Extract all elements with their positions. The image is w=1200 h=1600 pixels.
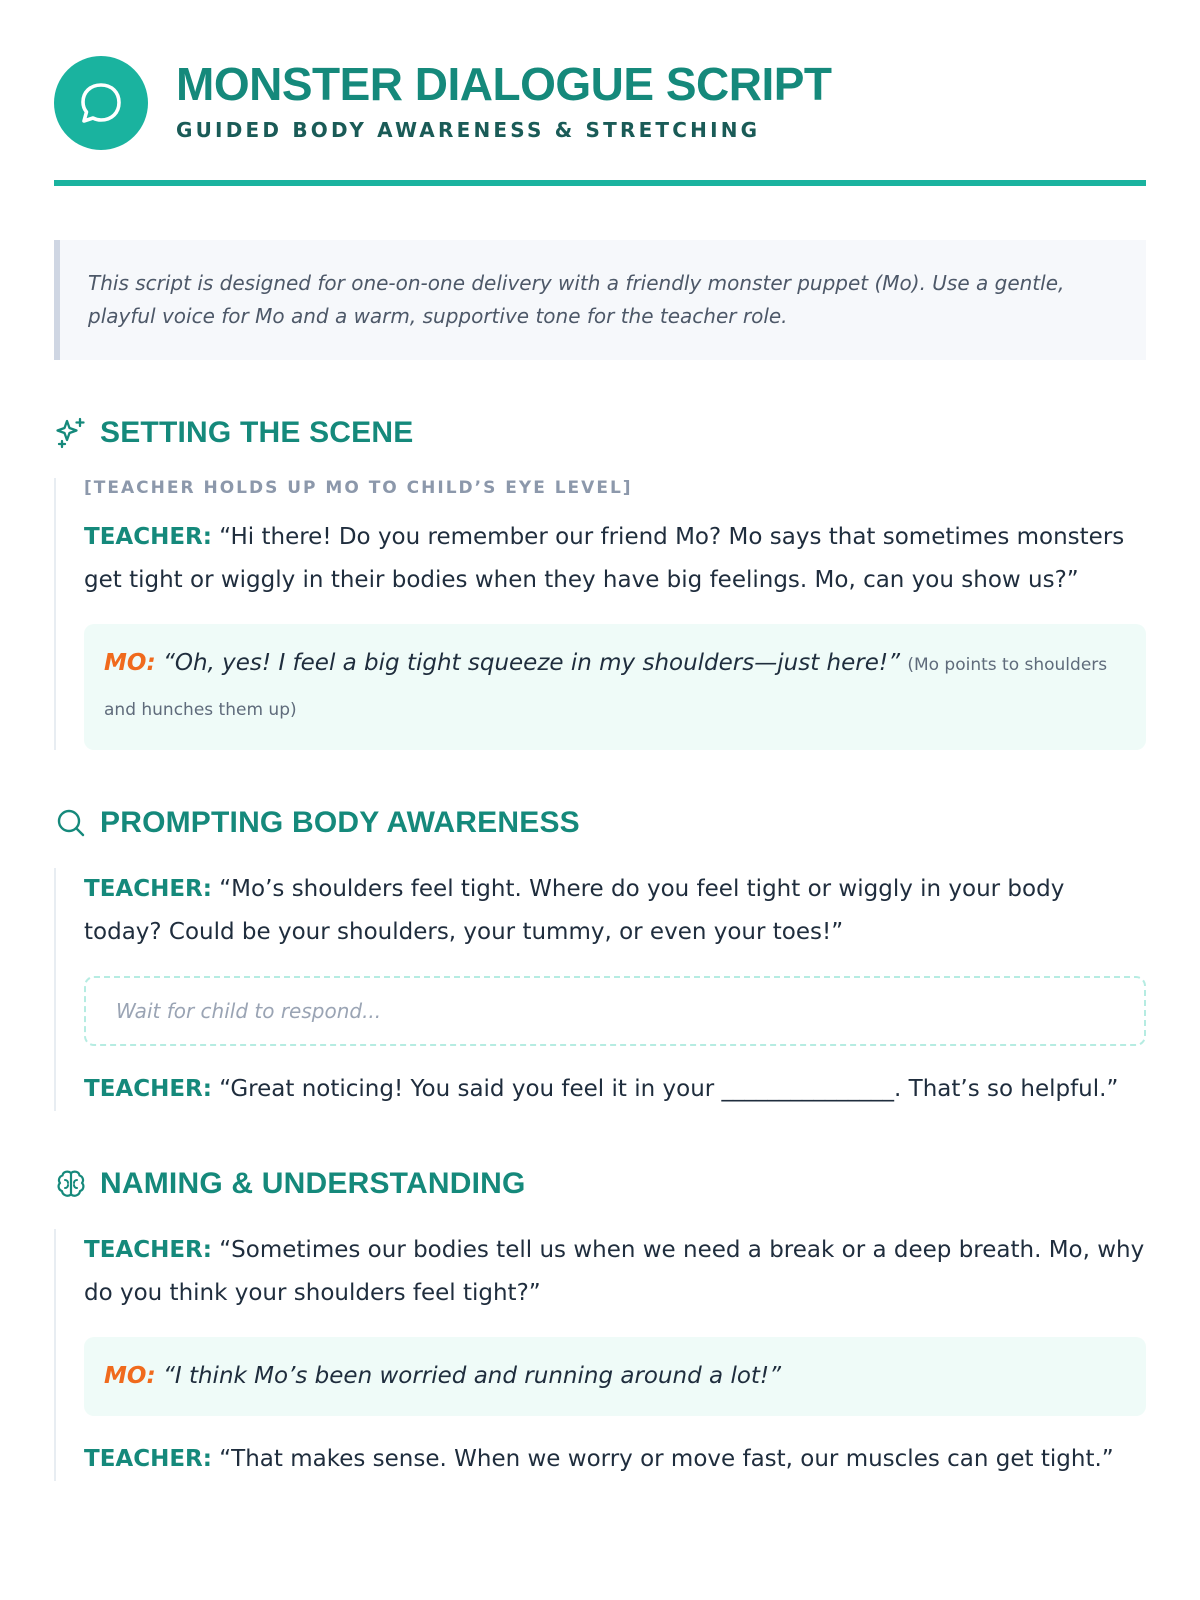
mo-line: [84, 624, 1146, 750]
speaker-label: TEACHER:: [84, 876, 212, 902]
sparkles-icon: [54, 416, 88, 450]
section-title: NAMING & UNDERSTANDING: [100, 1167, 526, 1200]
dialogue-text: “Sometimes our bodies tell us when we need a break or a deep breath. Mo, why do you think your shoulders feel tight?”: [84, 1237, 1145, 1306]
dialogue-text: “Great noticing! You said you feel it in your _______________. That’s so helpful.”: [219, 1076, 1119, 1102]
page-subtitle: GUIDED BODY AWARENESS & STRETCHING: [176, 118, 761, 142]
section-body: [54, 478, 1146, 750]
dialogue-text: “That makes sense. When we worry or move fast, our muscles can get tight.”: [219, 1446, 1114, 1472]
speech-bubble-icon: [54, 56, 148, 150]
dialogue-text: “Hi there! Do you remember our friend Mo? Mo says that sometimes monsters get tight or wiggly in their bodies when they have big feelings. Mo, can you show us?”: [84, 524, 1125, 593]
teacher-line: [84, 1229, 1146, 1315]
section-body: [54, 868, 1146, 1111]
section-heading-prompting-body-awareness: [54, 806, 1146, 840]
stage-direction: [TEACHER HOLDS UP MO TO CHILD’S EYE LEVEL]: [84, 478, 633, 498]
intro-note: This script is designed for one-on-one delivery with a friendly monster puppet (Mo). Use a gentle, playful voice for Mo and a warm, supportive tone for the teacher role.: [54, 240, 1146, 360]
section-heading-naming-understanding: [54, 1167, 1146, 1201]
dialogue-text: “Mo’s shoulders feel tight. Where do you feel tight or wiggly in your body today? Could be your shoulders, your tummy, or even your toes!”: [84, 876, 1065, 945]
section-title: PROMPTING BODY AWARENESS: [100, 806, 580, 839]
speaker-label: TEACHER:: [84, 524, 212, 550]
speaker-label: MO:: [104, 650, 156, 676]
teacher-line: [84, 868, 1146, 954]
speaker-label: TEACHER:: [84, 1446, 212, 1472]
brain-icon: [54, 1167, 88, 1201]
section-title: SETTING THE SCENE: [100, 416, 414, 449]
section-heading-setting-the-scene: [54, 416, 1146, 450]
header: [54, 0, 1146, 150]
child-response-box: Wait for child to respond...: [84, 976, 1146, 1046]
magnifier-icon: [54, 806, 88, 840]
speaker-label: TEACHER:: [84, 1076, 212, 1102]
dialogue-text: “Oh, yes! I feel a big tight squeeze in my shoulders—just here!”: [162, 650, 900, 676]
teacher-line: [84, 516, 1146, 602]
page-title: MONSTER DIALOGUE SCRIPT: [176, 58, 832, 110]
header-divider: [54, 180, 1146, 186]
teacher-line: [84, 1068, 1146, 1111]
mo-line: [84, 1337, 1146, 1416]
action-note: (Mo points to shoulders and hunches them up): [104, 655, 1108, 720]
speaker-label: TEACHER:: [84, 1237, 212, 1263]
teacher-line: [84, 1438, 1146, 1481]
dialogue-text: “I think Mo’s been worried and running around a lot!”: [162, 1363, 782, 1389]
section-body: [54, 1229, 1146, 1481]
speaker-label: MO:: [104, 1363, 156, 1389]
